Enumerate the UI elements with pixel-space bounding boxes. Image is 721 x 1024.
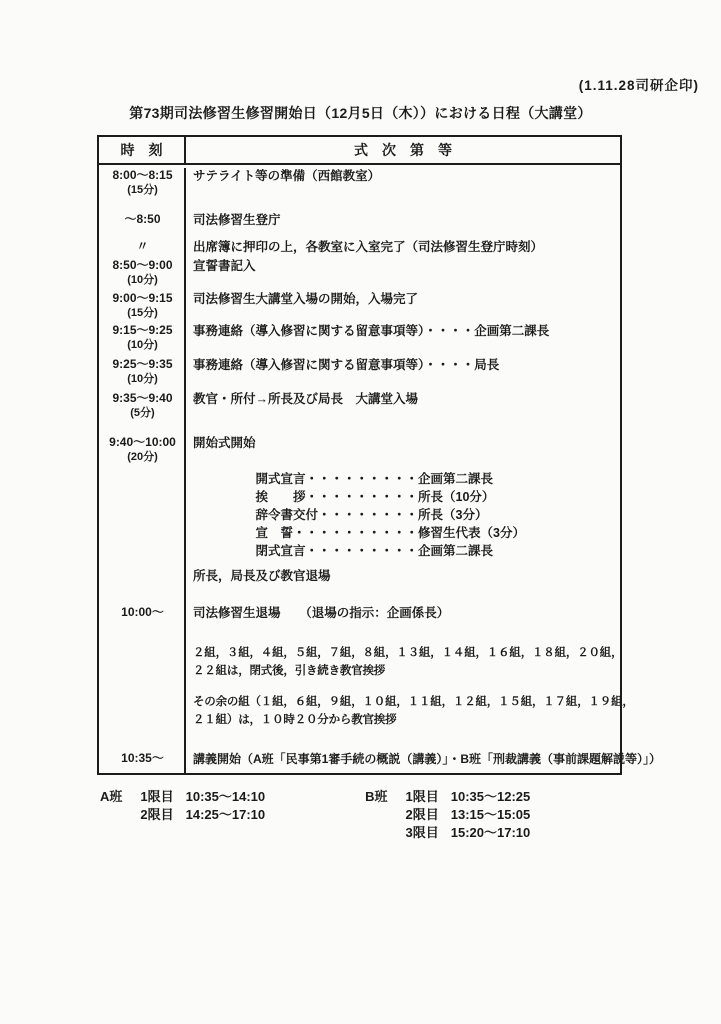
period-number: 2限目 bbox=[405, 807, 439, 822]
duration-value: (15分) bbox=[127, 307, 158, 319]
program-cell bbox=[186, 751, 662, 768]
time-value: 9:40～10:00 bbox=[109, 435, 176, 449]
period-item bbox=[140, 806, 265, 824]
program-cell bbox=[186, 435, 620, 464]
schedule-row bbox=[99, 258, 620, 287]
column-divider bbox=[184, 168, 186, 773]
program-line: 事務連絡（導入修習に関する留意事項等）・・・・企画第二課長 bbox=[193, 324, 550, 338]
time-cell bbox=[99, 212, 186, 229]
program-cell bbox=[186, 470, 620, 560]
table-header-row bbox=[99, 137, 620, 165]
program-line: サテライト等の準備（西館教室） bbox=[193, 169, 381, 183]
duration-value: (10分) bbox=[127, 274, 158, 286]
time-cell bbox=[99, 435, 186, 464]
duration-value: (10分) bbox=[127, 373, 158, 385]
program-line: 所長，局長及び教官退場 bbox=[193, 569, 331, 583]
time-value: 9:35～9:40 bbox=[112, 391, 173, 405]
schedule-row bbox=[99, 357, 620, 386]
table-body bbox=[99, 168, 662, 773]
program-line: 閉式宣言・・・・・・・・・企画第二課長 bbox=[193, 544, 494, 558]
schedule-row bbox=[99, 751, 662, 768]
schedule-row bbox=[99, 605, 620, 622]
period-time: 15:20～17:10 bbox=[450, 825, 531, 840]
schedule-row bbox=[99, 568, 620, 585]
period-number: 1限目 bbox=[140, 789, 174, 804]
period-item bbox=[406, 824, 531, 842]
program-line: 講義開始（A班「民事第1審手続の概説（講義）」・B班「刑裁講義（事前課題解説等）」） bbox=[193, 752, 662, 766]
program-line: ２組，３組，４組，５組，７組，８組，１３組，１４組，１６組，１８組，２０組， bbox=[193, 647, 623, 659]
program-line: 辞令書交付・・・・・・・・所長（3分） bbox=[193, 508, 488, 522]
program-line: 司法修習生登庁 bbox=[193, 213, 281, 227]
time-value: 10:00～ bbox=[121, 605, 164, 619]
time-cell bbox=[99, 323, 186, 352]
program-cell bbox=[186, 605, 620, 622]
period-time: 13:15～15:05 bbox=[450, 807, 531, 822]
schedule-row bbox=[99, 391, 620, 420]
duration-value: (20分) bbox=[127, 451, 158, 463]
class-label: B班 bbox=[365, 789, 388, 804]
period-time: 10:35～14:10 bbox=[185, 789, 266, 804]
schedule-row bbox=[99, 435, 620, 464]
schedule-row bbox=[99, 693, 634, 729]
program-line: 司法修習生大講堂入場の開始，入場完了 bbox=[193, 292, 419, 306]
time-cell bbox=[99, 258, 186, 287]
program-line: 事務連絡（導入修習に関する留意事項等）・・・・局長 bbox=[193, 358, 500, 372]
class-b-schedule bbox=[365, 788, 530, 842]
time-cell bbox=[99, 644, 186, 680]
period-time: 14:25～17:10 bbox=[185, 807, 266, 822]
program-line: 教官・所付→所長及び局長 大講堂入場 bbox=[193, 392, 419, 406]
schedule-table bbox=[97, 135, 662, 775]
class-label: A班 bbox=[100, 789, 123, 804]
time-value: 9:15～9:25 bbox=[112, 323, 173, 337]
program-line: 司法修習生退場 （退場の指示：企画係長） bbox=[193, 606, 450, 620]
schedule-row bbox=[99, 239, 620, 256]
period-item bbox=[140, 788, 265, 806]
class-period-summary bbox=[100, 788, 530, 842]
schedule-row bbox=[99, 470, 620, 560]
duration-value: (15分) bbox=[127, 184, 158, 196]
period-list bbox=[406, 788, 531, 842]
program-cell bbox=[186, 644, 623, 680]
stamp-note: (1.11.28司研企印) bbox=[578, 78, 699, 93]
program-line: 宣 誓・・・・・・・・・・修習生代表（3分） bbox=[193, 526, 525, 540]
program-cell bbox=[186, 168, 620, 197]
time-cell bbox=[99, 239, 186, 256]
time-value: 9:25～9:35 bbox=[112, 357, 173, 371]
program-line: 宣誓書記入 bbox=[193, 259, 256, 273]
time-cell bbox=[99, 693, 186, 729]
program-line: ２１組）は，１０時２０分から教官挨拶 bbox=[193, 714, 397, 726]
schedule-row bbox=[99, 212, 620, 229]
program-cell bbox=[186, 323, 620, 352]
time-cell bbox=[99, 168, 186, 197]
schedule-row bbox=[99, 291, 620, 320]
page-title: 第73期司法修習生修習開始日（12月5日（木））における日程（大講堂） bbox=[129, 105, 592, 121]
time-cell bbox=[99, 605, 186, 622]
program-cell bbox=[186, 693, 634, 729]
schedule-row bbox=[99, 168, 620, 197]
time-cell bbox=[99, 357, 186, 386]
program-line: 開始式開始 bbox=[193, 436, 256, 450]
period-item bbox=[406, 806, 531, 824]
period-item bbox=[406, 788, 531, 806]
duration-value: (10分) bbox=[127, 339, 158, 351]
time-cell bbox=[99, 568, 186, 585]
period-time: 10:35～12:25 bbox=[450, 789, 531, 804]
program-line: 開式宣言・・・・・・・・・企画第二課長 bbox=[193, 472, 494, 486]
time-value: 10:35～ bbox=[121, 751, 164, 765]
duration-value: (5分) bbox=[130, 407, 155, 419]
program-line: 出席簿に押印の上，各教室に入室完了（司法修習生登庁時刻） bbox=[193, 240, 544, 254]
time-value: 9:00～9:15 bbox=[112, 291, 173, 305]
time-cell bbox=[99, 470, 186, 560]
program-line: その余の組（１組，６組，９組，１０組，１１組，１２組，１５組，１７組，１９組， bbox=[193, 696, 634, 708]
program-line: 挨 拶・・・・・・・・・所長（10分） bbox=[193, 490, 495, 504]
schedule-row bbox=[99, 644, 623, 680]
time-cell bbox=[99, 391, 186, 420]
time-value: 8:00～8:15 bbox=[112, 168, 173, 182]
program-cell bbox=[186, 239, 620, 256]
time-value: 〃 bbox=[136, 239, 149, 253]
program-cell bbox=[186, 357, 620, 386]
period-number: 2限目 bbox=[140, 807, 174, 822]
time-cell bbox=[99, 751, 186, 768]
schedule-row bbox=[99, 323, 620, 352]
program-cell bbox=[186, 391, 620, 420]
program-cell bbox=[186, 212, 620, 229]
period-number: 3限目 bbox=[405, 825, 439, 840]
time-value: ～8:50 bbox=[124, 212, 161, 226]
class-a-schedule bbox=[100, 788, 265, 842]
period-list bbox=[140, 788, 265, 824]
program-line: ２２組は，閉式後，引き続き教官挨拶 bbox=[193, 665, 386, 677]
program-cell bbox=[186, 568, 620, 585]
time-value: 8:50～9:00 bbox=[112, 258, 173, 272]
program-cell bbox=[186, 258, 620, 287]
time-column-header: 時 刻 bbox=[99, 137, 186, 163]
program-column-header: 式 次 第 等 bbox=[354, 142, 452, 158]
program-cell bbox=[186, 291, 620, 320]
period-number: 1限目 bbox=[405, 789, 439, 804]
time-cell bbox=[99, 291, 186, 320]
